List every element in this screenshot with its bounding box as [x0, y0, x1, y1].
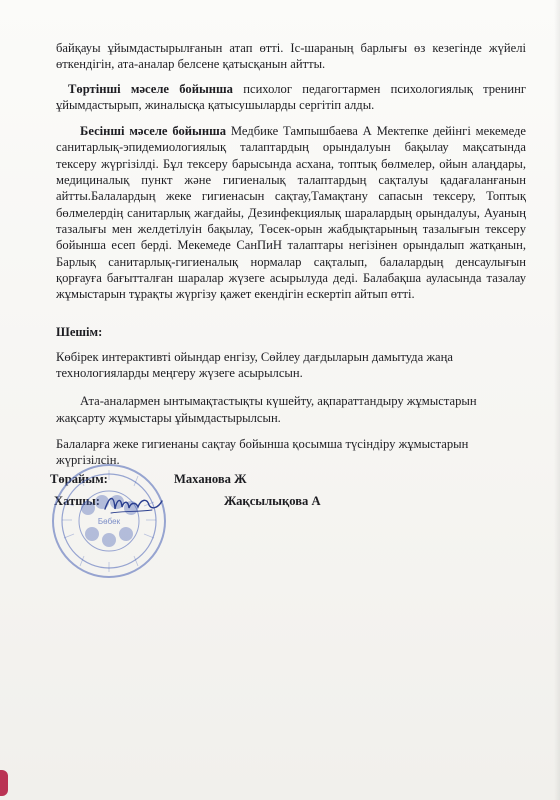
item-four-heading: Төртінші мәселе бойынша: [68, 81, 233, 96]
decision-one: Көбірек интерактивті ойындар енгізу, Сөйлеу дағдыларын дамытуда жаңа технологияларды меңгеру жүзеге асырылсын.: [56, 349, 453, 381]
official-stamp-seal: [50, 462, 168, 580]
document-body: [50, 40, 526, 511]
decision-heading: [56, 324, 526, 340]
stamp-center-text: Бөбек: [97, 517, 121, 526]
chair-name: Маханова Ж: [174, 471, 247, 486]
paragraph-item-four: [56, 81, 526, 114]
secretary-name: Жақсылықова А: [224, 493, 321, 508]
item-five-text: Медбике Тампышбаева А Мектепке дейінгі мекемеде санитарлық-эпидемиологиялық талаптардың орындалуын бақылау мақсатында тексеру жүргізілді. Бұл тексеру барысында асхана, топтық бөлмелер, ойын алаңдары, медициналық пункт және гигиеналық талаптардың сақталуы қадағаланғанын айтты.Балалардың жеке гигиенасын сақтау,Тамақтану сапасын тексеру, Топтық бөлмелердің санитарлық жағдайы, Дезинфекциялық шаралардың орындалуы, Ауаның тазалығы мен желдетілуін бақылау, Төсек-орын жабдықтарының тазалығын тексеру бойынша есеп берді. Мекемеде СанПиН талаптары негізінен орындалып жатқанын, Барлық санитарлық-гигиеналық нормалар сақталып, балалардың денсаулығын қорғауға бағытталған шаралар жүзеге асырылуда деді. Балабақша ауласында тазалау жұмыстарын тұрақты жүргізу қажет екендігін ескертіп айтып өтті.: [56, 124, 526, 302]
decision-two: Ата-аналармен ынтымақтастықты күшейту, ақпараттандыру жұмыстарын жақсарту жұмыстары ұйымдастырылсын.: [56, 394, 477, 425]
page-corner-mark: [0, 770, 8, 796]
page-edge-shadow: [554, 0, 560, 800]
handwritten-signature: [102, 490, 164, 518]
chair-label: Төрайым:: [50, 471, 108, 486]
decision-heading-text: Шешім:: [56, 325, 103, 340]
secretary-label: Хатшы:: [54, 493, 100, 508]
item-five-heading: Бесінші мәселе бойынша: [80, 124, 227, 139]
paragraph-item-five: [56, 123, 526, 302]
paragraph-intro: байқауы ұйымдастырылғанын атап өтті. Іс-шараның барлығы өз кезегінде жүйелі өткендігін, ата-аналар белсене қатысқанын айтты.: [56, 41, 526, 72]
item-four-text: психолог педагогтармен психологиялық тренинг ұйымдастырып, жиналысқа қатысушыларды сергітіп алды.: [56, 81, 526, 112]
decision-three: Балаларға жеке гигиенаны сақтау бойынша қосымша түсіндіру жұмыстарын жүргізілсін.: [56, 436, 469, 468]
